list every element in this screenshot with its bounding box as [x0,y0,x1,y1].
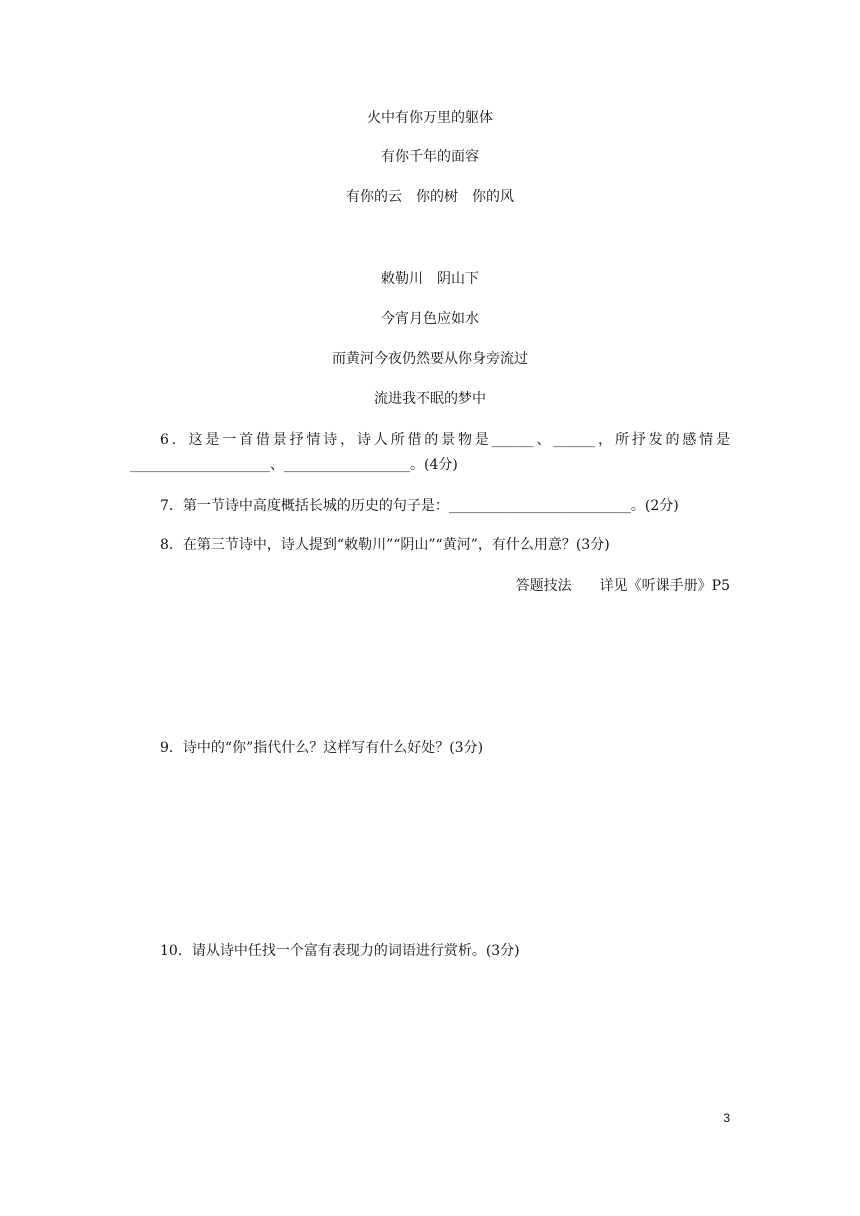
page-number: 3 [723,1111,730,1125]
poem-line: 有你的云 你的树 你的风 [346,189,514,205]
question-9: 9．诗中的“你”指代什么？这样写有什么好处？(3分) [160,740,484,756]
question-10: 10．请从诗中任找一个富有表现力的词语进行赏析。(3分) [160,943,520,959]
question-6: 6．这是一首借景抒情诗，诗人所借的景物是______、______，所抒发的感情是____________________、__________________。(4分) [130,432,730,473]
poem-line: 敕勒川 阴山下 [381,271,479,287]
poem-line: 火中有你万里的躯体 [367,110,493,126]
question-8: 8．在第三节诗中，诗人提到“敕勒川”“阴山”“黄河”，有什么用意？(3分) [160,537,610,553]
poem-line: 今宵月色应如水 [381,311,479,327]
question-7: 7．第一节诗中高度概括长城的历史的句子是：__________________________。(2分) [160,498,679,514]
poem-line: 有你千年的面容 [381,149,479,165]
poem-line: 流进我不眠的梦中 [374,391,486,407]
poem-line: 而黄河今夜仍然要从你身旁流过 [332,351,528,367]
answer-tip: 答题技法 详见《听课手册》P5 [515,578,730,594]
